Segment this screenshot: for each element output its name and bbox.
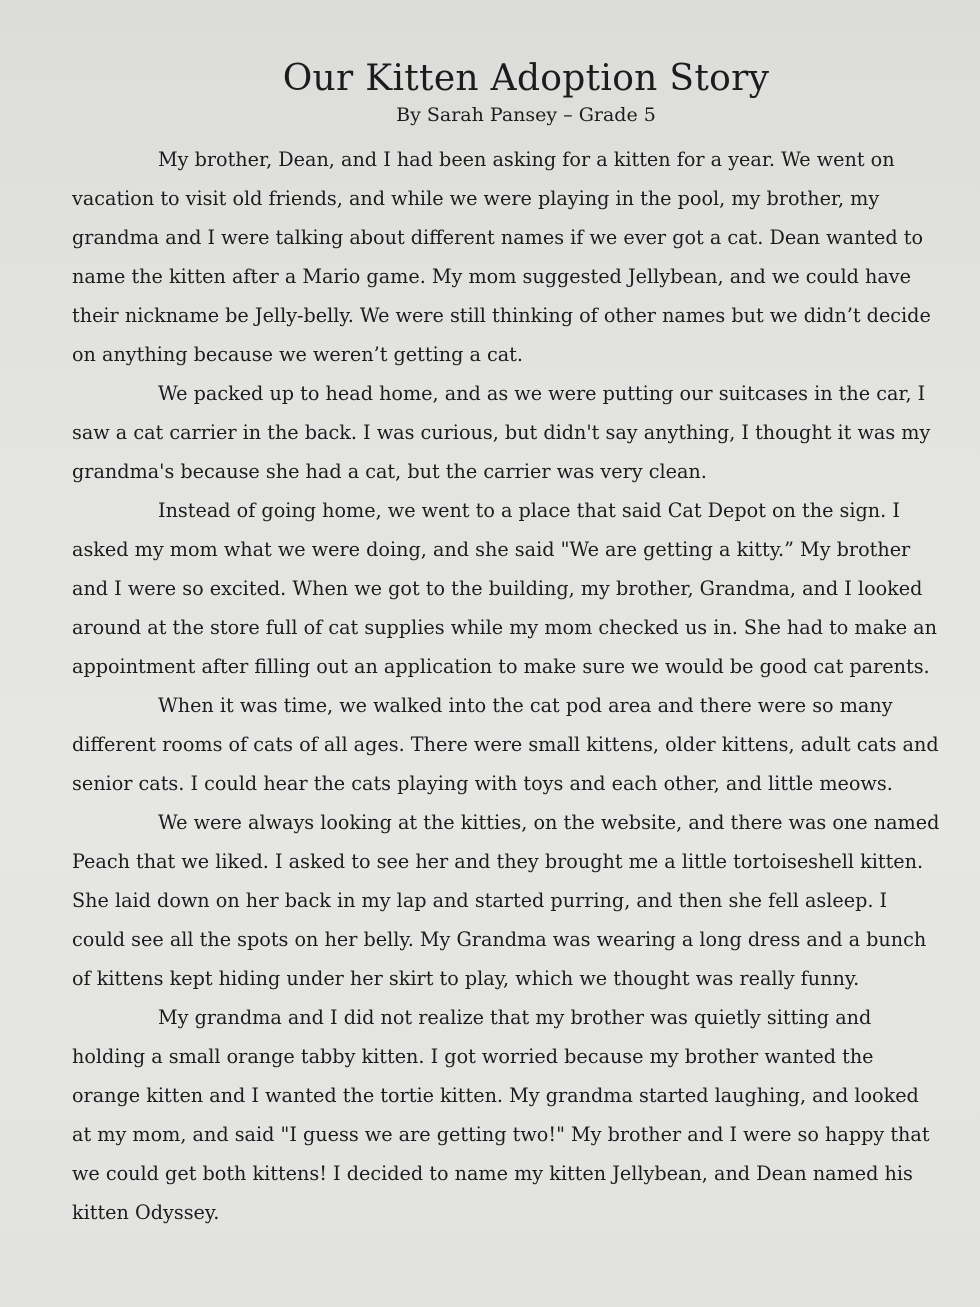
author-byline: By Sarah Pansey – Grade 5	[396, 104, 656, 126]
paragraph-2: We packed up to head home, and as we were putting our suitcases in the car, I saw a cat carrier in the back. I was curious, but didn't say anything, I thought it was my grandma's because she had a cat, but the carrier was very clean.	[72, 382, 931, 483]
paragraph-3: Instead of going home, we went to a place that said Cat Depot on the sign. I asked my mom what we were doing, and she said "We are getting a kitty.” My brother and I were so excited. When we got to the building, my brother, Grandma, and I looked around at the store full of cat supplies while my mom checked us in. She had to make an appointment after filling out an application to make sure we would be good cat parents.	[72, 499, 937, 678]
paragraph-5: We were always looking at the kitties, on the website, and there was one named Peach that we liked. I asked to see her and they brought me a little tortoiseshell kitten. She laid down on her back in my lap and started purring, and then she fell asleep. I could see all the spots on her belly. My Grandma was wearing a long dress and a bunch of kittens kept hiding under her skirt to play, which we thought was really funny.	[72, 811, 940, 990]
paragraph-6: My grandma and I did not realize that my brother was quietly sitting and holding a small orange tabby kitten. I got worried because my brother wanted the orange kitten and I wanted the tortie kitten. My grandma started laughing, and looked at my mom, and said "I guess we are getting two!" My brother and I were so happy that we could get both kittens! I decided to name my kitten Jellybean, and Dean named his kitten Odyssey.	[72, 1006, 930, 1224]
essay-title: Our Kitten Adoption Story	[282, 58, 770, 99]
paragraph-4: When it was time, we walked into the cat pod area and there were so many different rooms of cats of all ages. There were small kittens, older kittens, adult cats and senior cats. I could hear the cats playing with toys and each other, and little meows.	[72, 694, 939, 795]
paragraph-1: My brother, Dean, and I had been asking for a kitten for a year. We went on vacation to visit old friends, and while we were playing in the pool, my brother, my grandma and I were talking about different names if we ever got a cat. Dean wanted to name the kitten after a Mario game. My mom suggested Jellybean, and we could have their nickname be Jelly-belly. We were still thinking of other names but we didn’t decide on anything because we weren’t getting a cat.	[72, 148, 931, 366]
